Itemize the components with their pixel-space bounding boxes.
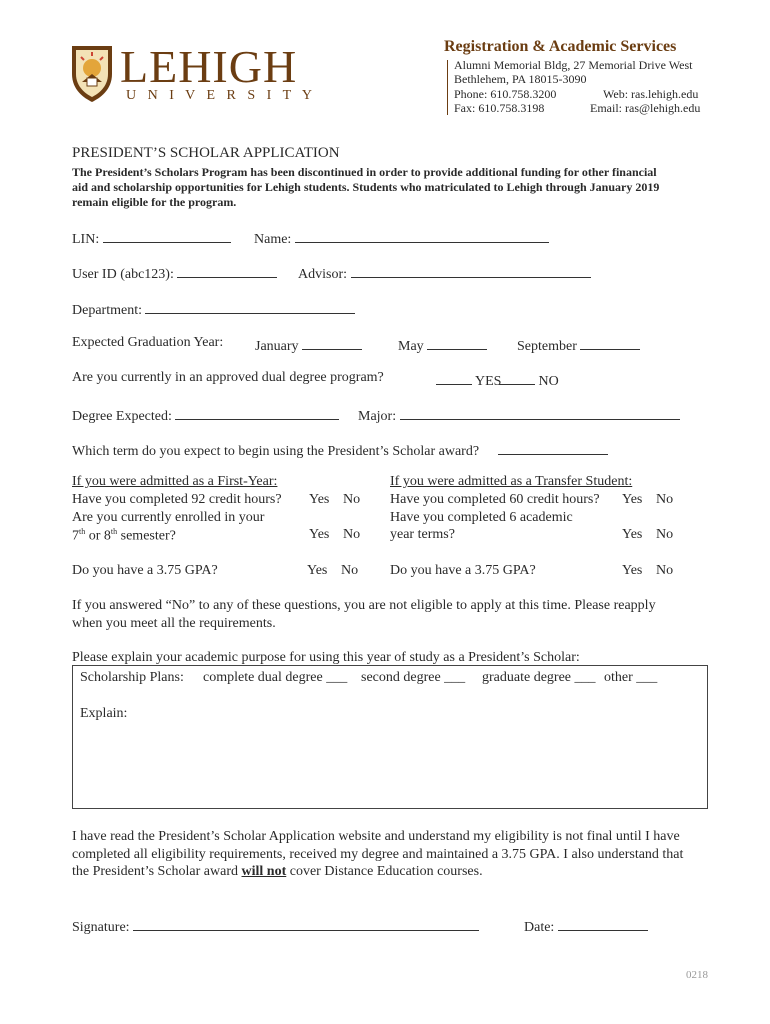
ack-line-1: I have read the President’s Scholar Application website and understand my eligibility is not final until I have <box>72 829 680 844</box>
tr-credit-question: Have you completed 60 credit hours? <box>390 492 600 507</box>
plan-second-degree[interactable]: second degree ___ <box>361 670 466 685</box>
fax-line: Fax: 610.758.3198 <box>454 101 545 115</box>
header-divider <box>447 60 448 115</box>
grad-january-field[interactable] <box>302 335 362 350</box>
city-line: Bethlehem, PA 18015-3090 <box>454 72 587 86</box>
form-code: 0218 <box>686 969 708 981</box>
date-label: Date: <box>524 920 555 935</box>
plan-graduate-degree[interactable]: graduate degree ___ <box>482 670 596 685</box>
fy-enrolled-question: Are you currently enrolled in your <box>72 510 265 525</box>
fy-gpa-question: Do you have a 3.75 GPA? <box>72 563 218 578</box>
lehigh-crest-icon <box>70 44 114 104</box>
explain-label: Explain: <box>80 706 128 721</box>
explanation-box[interactable] <box>72 665 708 809</box>
not-eligible-line-1: If you answered “No” to any of these questions, you are not eligible to apply at this time. Please reapply <box>72 598 656 613</box>
department-field[interactable] <box>145 299 355 314</box>
plan-dual-degree[interactable]: complete dual degree ___ <box>203 670 348 685</box>
form-title: PRESIDENT’S SCHOLAR APPLICATION <box>72 145 340 161</box>
grad-september-field[interactable] <box>580 335 640 350</box>
term-field[interactable] <box>498 440 608 455</box>
web-line: Web: ras.lehigh.edu <box>603 87 699 101</box>
tr-q3-yes[interactable]: Yes <box>622 563 643 578</box>
fy-credit-question: Have you completed 92 credit hours? <box>72 492 282 507</box>
name-label: Name: <box>254 232 292 247</box>
not-eligible-line-2: when you meet all the requirements. <box>72 616 276 631</box>
department-label: Department: <box>72 303 142 318</box>
grad-january-label: January <box>255 339 299 354</box>
date-field[interactable] <box>558 916 648 931</box>
notice-line-1: The President’s Scholars Program has been discontinued in order to provide additional funding for other financial <box>72 165 657 179</box>
tr-q1-no[interactable]: No <box>656 492 674 507</box>
advisor-field[interactable] <box>351 263 591 278</box>
grad-may-label: May <box>398 339 424 354</box>
grad-year-label: Expected Graduation Year: <box>72 335 224 350</box>
degree-label: Degree Expected: <box>72 409 172 424</box>
fy-q1-no[interactable]: No <box>343 492 361 507</box>
notice-line-2: aid and scholarship opportunities for Lehigh students. Students who matriculated to Lehigh through January 2019 <box>72 180 660 194</box>
dual-yes-label: YES <box>474 374 502 389</box>
degree-field[interactable] <box>175 405 339 420</box>
lin-label: LIN: <box>72 232 100 247</box>
dual-yes-field[interactable] <box>436 370 472 385</box>
tr-terms-question-2: year terms? <box>390 527 455 542</box>
fy-semester-line: 7th or 8th semester? <box>72 527 176 544</box>
department-title: Registration & Academic Services <box>444 38 677 55</box>
address-line: Alumni Memorial Bldg, 27 Memorial Drive West <box>454 58 693 72</box>
fy-q3-no[interactable]: No <box>341 563 359 578</box>
lin-field[interactable] <box>103 228 231 243</box>
userid-label: User ID (abc123): <box>72 267 174 282</box>
tr-q2-no[interactable]: No <box>656 527 674 542</box>
lehigh-logo <box>70 41 340 108</box>
fy-q3-yes[interactable]: Yes <box>307 563 328 578</box>
phone-line: Phone: 610.758.3200 <box>454 87 557 101</box>
notice-line-3: remain eligible for the program. <box>72 195 237 209</box>
grad-may-field[interactable] <box>427 335 487 350</box>
tr-gpa-question: Do you have a 3.75 GPA? <box>390 563 536 578</box>
signature-label: Signature: <box>72 920 130 935</box>
first-year-heading: If you were admitted as a First-Year: <box>72 474 278 489</box>
transfer-heading: If you were admitted as a Transfer Student: <box>390 474 633 489</box>
logo-subtitle: U N I V E R S I T Y <box>126 88 316 103</box>
fy-q2-yes[interactable]: Yes <box>309 527 330 542</box>
grad-september-label: September <box>517 339 577 354</box>
tr-q2-yes[interactable]: Yes <box>622 527 643 542</box>
dual-no-field[interactable] <box>499 370 535 385</box>
logo-wordmark: LEHIGH <box>120 41 298 92</box>
dual-no-label: NO <box>538 374 559 389</box>
tr-q3-no[interactable]: No <box>656 563 674 578</box>
plan-other[interactable]: other ___ <box>604 670 658 685</box>
plans-label: Scholarship Plans: <box>80 670 184 685</box>
userid-field[interactable] <box>177 263 277 278</box>
dual-degree-question: Are you currently in an approved dual degree program? <box>72 370 384 385</box>
major-field[interactable] <box>400 405 680 420</box>
explain-prompt: Please explain your academic purpose for using this year of study as a President’s Scholar: <box>72 650 580 665</box>
ack-line-3: the President’s Scholar award will not cover Distance Education courses. <box>72 864 483 879</box>
term-question: Which term do you expect to begin using the President’s Scholar award? <box>72 444 480 459</box>
major-label: Major: <box>358 409 397 424</box>
tr-terms-question: Have you completed 6 academic <box>390 510 573 525</box>
signature-field[interactable] <box>133 916 479 931</box>
name-field[interactable] <box>295 228 549 243</box>
email-line: Email: ras@lehigh.edu <box>590 101 701 115</box>
ack-line-2: completed all eligibility requirements, received my degree and maintained a 3.75 GPA. I also understand that <box>72 847 684 862</box>
fy-q2-no[interactable]: No <box>343 527 361 542</box>
advisor-label: Advisor: <box>298 267 347 282</box>
fy-q1-yes[interactable]: Yes <box>309 492 330 507</box>
tr-q1-yes[interactable]: Yes <box>622 492 643 507</box>
